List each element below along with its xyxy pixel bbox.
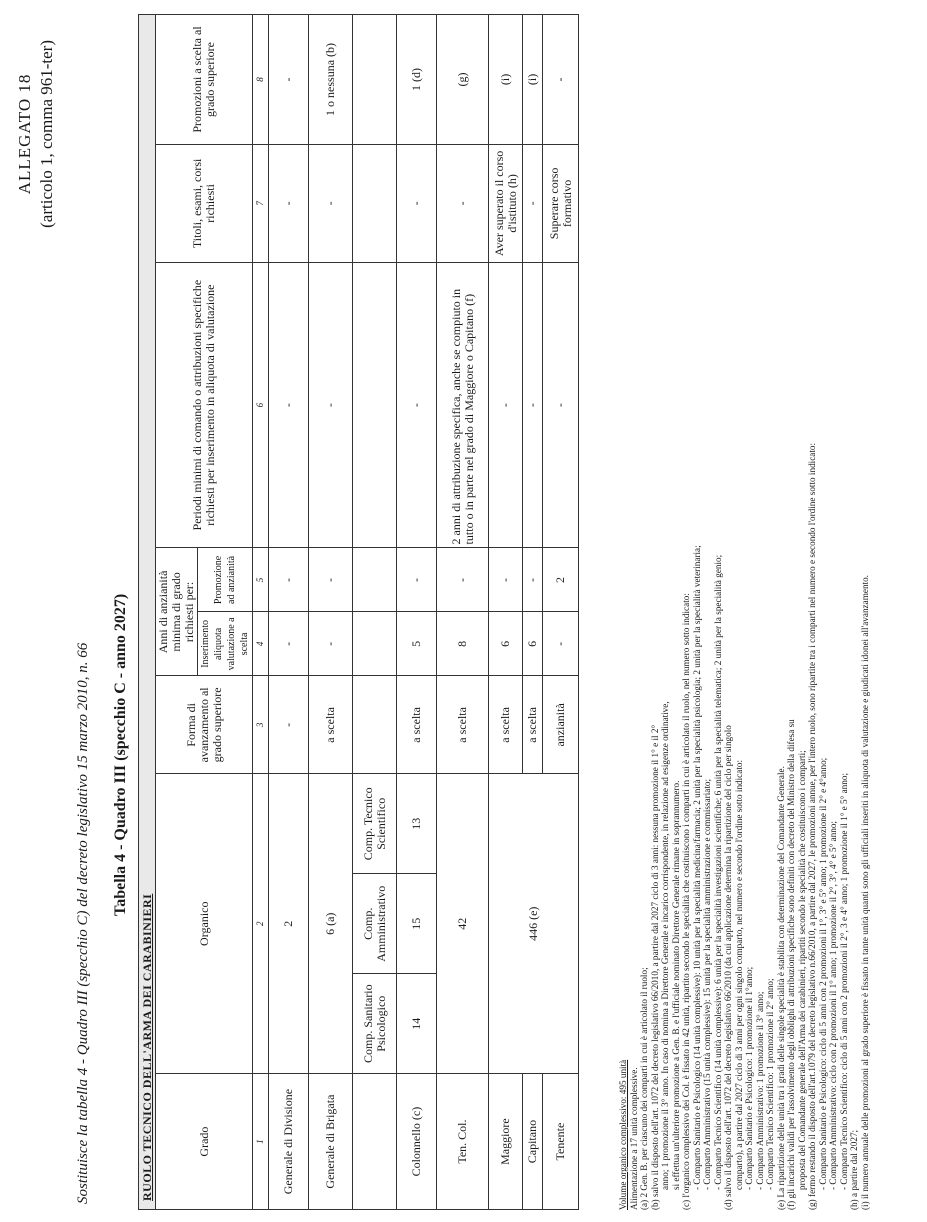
periodi-cell: - <box>543 262 579 548</box>
note-volume: Volume organico complessivo: 495 unità <box>618 1059 628 1210</box>
scelta-cell: (g) <box>437 15 489 145</box>
note-d-item: - Comparto Sanitario e Psicologico: 1 promozione il 1°anno; <box>744 966 754 1190</box>
organico-cell: 2 <box>269 774 309 1074</box>
header-titoli: Titoli, esami, corsi richiesti <box>156 144 253 262</box>
inserimento-cell: - <box>269 612 309 676</box>
inserimento-cell: 5 <box>397 612 437 676</box>
note-f-cont: proposta del Comandante generale dell'Arma dei carabinieri, ripartiti secondo le specialità che costituiscono i comparti; <box>796 750 807 1190</box>
grado-cell: Generale di Brigata <box>309 1074 353 1210</box>
header-inserimento: Inserimento aliquota valutazione a scelta <box>198 612 253 676</box>
inserimento-cell: - <box>309 612 353 676</box>
header-anni: Anni di anzianità minima di grado richiesti per: <box>156 548 198 676</box>
forma-cell: anzianità <box>543 676 579 774</box>
note-e: (e) La ripartizione delle unità tra i gradi delle singole specialità è stabilita con determinazione del Comandante Generale. <box>775 766 786 1210</box>
inserimento-cell: 6 <box>523 612 543 676</box>
table-row <box>397 15 437 1210</box>
periodi-cell: - <box>269 262 309 548</box>
note-g-item: - Comparto Amministrativo: ciclo con 2 promozioni il 1° anno; 1 promozione il 2°, 3°, 4° e 5° anno; <box>828 821 838 1190</box>
inserimento-cell: 6 <box>489 612 523 676</box>
forma-cell: a scelta <box>489 676 523 774</box>
grado-cell: Maggiore <box>489 1074 523 1210</box>
header-organico: Organico <box>156 774 253 1074</box>
periodi-cell: - <box>309 262 353 548</box>
periodi-cell: - <box>397 262 437 548</box>
forma-cell: a scelta <box>523 676 543 774</box>
comp-sanitario-header: Comp. Sanitario Psicologico <box>353 974 397 1074</box>
header-promozioni-scelta: Promozioni a scelta al grado superiore <box>156 15 253 145</box>
note-f: (f) gli incarichi validi per l'assolvimento degli obblighi di attribuzioni specifiche sono definiti con decreto del Ministro della difesa su <box>786 719 796 1210</box>
col-number-7: 7 <box>253 144 269 262</box>
note-c-item: - Comparto Tecnico Scientifico (14 unità complessive): 6 unità per la specialità investigazioni scientifiche; 6 unità per la specialità telematica; 2 unità per la specialità genio; <box>712 554 723 1190</box>
organico-cell: 6 (a) <box>309 774 353 1074</box>
periodi-cell: 2 anni di attribuzione specifica, anche se compiuto in tutto o in parte nel grado di Maggiore o Capitano (f) <box>437 262 489 548</box>
promozione-cell: - <box>397 548 437 612</box>
comp-tecnico-header: Comp. Tecnico Scientifico <box>353 774 397 874</box>
grado-cell: Generale di Divisione <box>269 1074 309 1210</box>
note-b-cont: anno; 1 promozione il 3° anno. In caso di nomina a Direttore Generale e incarico corrispondente, in relazione ad esigenze ordinative, <box>660 701 670 1190</box>
col-number-6: 6 <box>253 262 269 548</box>
titoli-cell: - <box>309 144 353 262</box>
scelta-cell: (i) <box>489 15 523 145</box>
note-a: (a) 2 Gen. B. per ciascuno dei comparti in cui è articolato il ruolo; <box>639 967 649 1210</box>
organico-sanitario-cell: 14 <box>397 974 437 1074</box>
promozione-cell: - <box>437 548 489 612</box>
titoli-cell: - <box>269 144 309 262</box>
note-d: (d) salvo il disposto dell'art. 1072 del decreto legislativo 66/2010 (da cui applicazione determina la ripartizione del ciclo per singolo <box>723 725 733 1210</box>
scelta-cell: - <box>543 15 579 145</box>
organico-tecnico-cell: 13 <box>397 774 437 874</box>
promozione-cell: - <box>489 548 523 612</box>
note-g-item: - Comparto Tecnico Scientifico: ciclo di 5 anni con 2 promozioni il 2°, 3 e 4° anno; 1 promozione il 1° e 5° anno; <box>838 772 849 1190</box>
table-banner: RUOLO TECNICO DELL'ARMA DEI CARABINIERI <box>139 15 156 1210</box>
titoli-cell: - <box>437 144 489 262</box>
note-d-item: - Comparto Amministrativo: 1 promozione il 3° anno; <box>754 991 765 1190</box>
allegato-header <box>14 40 58 228</box>
periodi-cell: - <box>523 262 543 548</box>
inserimento-cell: 8 <box>437 612 489 676</box>
scelta-cell: (i) <box>523 15 543 145</box>
col-number-5: 5 <box>253 548 269 612</box>
col-number-3: 3 <box>253 676 269 774</box>
table-title: Tabella 4 - Quadro III (specchio C - anno 2027) <box>112 593 129 916</box>
table-row <box>489 15 523 1210</box>
organico-cell: 42 <box>437 774 489 1074</box>
document-subtitle: Sostituisce la tabella 4 - Quadro III (specchio C) del decreto legislativo 15 marzo 2010, n. 66 <box>75 642 91 1204</box>
scelta-cell: - <box>269 15 309 145</box>
scelta-cell: 1 o nessuna (b) <box>309 15 353 145</box>
col-number-1: 1 <box>253 1074 269 1210</box>
grado-cell: Capitano <box>523 1074 543 1210</box>
footnotes <box>618 10 870 1210</box>
table-row <box>269 15 309 1210</box>
grado-cell: Tenente <box>543 1074 579 1210</box>
note-i: (i) il numero annuale delle promozioni al grado superiore è fissato in tante unità quanti sono gli ufficiali inseriti in aliquota di valutazione e giudicati idonei all'avanzamento. <box>859 575 870 1210</box>
periodi-cell: - <box>489 262 523 548</box>
organico-amministrativo-cell: 15 <box>397 874 437 974</box>
header-grado: Grado <box>156 1074 253 1210</box>
promotion-table <box>138 14 579 1210</box>
grado-cell: Ten. Col. <box>437 1074 489 1210</box>
promozione-cell: 2 <box>543 548 579 612</box>
note-h: (h) a partire dal 2027; <box>849 1129 859 1210</box>
col-number-4: 4 <box>253 612 269 676</box>
allegato-reference: (articolo 1, comma 961-ter) <box>37 40 56 228</box>
forma-cell: a scelta <box>437 676 489 774</box>
allegato-number: ALLEGATO 18 <box>15 73 34 195</box>
grado-cell: Colonnello (c) <box>397 1074 437 1210</box>
note-b: (b) salvo il disposto dell'art. 1072 del decreto legislativo 66/2010, a partire dal 2027 ciclo di 3 anni: nessuna promozione il 1° e il 2° <box>649 724 660 1210</box>
note-d-item: - Comparto Tecnico Scientifico: 1 promozione il 2° anno; <box>765 978 775 1190</box>
titoli-cell: Superare corso formativo <box>543 144 579 262</box>
col-number-2: 2 <box>253 774 269 1074</box>
note-c-item: - Comparto Sanitario e Psicologico (14 unità complessive): 10 unità per la specialità medicina/farmacia; 2 unità per la specialità psicologia; 2 unità per la specialità veterinaria; <box>691 545 702 1190</box>
table-row <box>437 15 489 1210</box>
scelta-cell: 1 (d) <box>397 15 437 145</box>
titoli-cell: - <box>523 144 543 262</box>
note-g: (g) fermo restando il disposto dell'art.1079 del decreto legislativo n.66/2010, a partire dal 2027, le promozioni annue, per l'intero ruolo, sono ripartite tra i comparti nel numero e secondo l'ordine sotto indicato: <box>807 442 817 1210</box>
organico-cell: 446 (e) <box>489 774 579 1074</box>
header-promozione-anzianita: Promozione ad anzianità <box>198 548 253 612</box>
header-periodi: Periodi minimi di comando o attribuzioni specifiche richiesti per inserimento in aliquota di valutazione <box>156 262 253 548</box>
note-g-item: - Comparto Sanitario e Psicologico: ciclo di 5 anni con 2 promozioni il 1°, 3° e 5° anno; 1 promozione il 2° e 4°anno; <box>817 757 828 1190</box>
note-alimentazione: Alimentazione a 17 unità complessive. <box>628 1067 639 1210</box>
titoli-cell: - <box>397 144 437 262</box>
forma-cell: - <box>269 676 309 774</box>
note-c: (c) l'organico complessivo dei Col. è fissato in 42 unità, ripartito secondo le specialità che costituiscono i comparti in cui è articolato il ruolo, nel numero sotto indicato: <box>681 593 691 1210</box>
inserimento-cell: - <box>543 612 579 676</box>
promozione-cell: - <box>309 548 353 612</box>
col-number-8: 8 <box>253 15 269 145</box>
header-forma: Forma di avanzamento al grado superiore <box>156 676 253 774</box>
comp-amministrativo-header: Comp. Amministrativo <box>353 874 397 974</box>
promozione-cell: - <box>269 548 309 612</box>
promozione-cell: - <box>523 548 543 612</box>
forma-cell: a scelta <box>397 676 437 774</box>
table-row <box>309 15 353 1210</box>
note-d-cont: comparto), a partire dal 2027 ciclo di 3 anni per ogni singolo comparto, nel numero e secondo l'ordine sotto indicato: <box>733 759 744 1190</box>
titoli-cell: Aver superato il corso d'istituto (h) <box>489 144 523 262</box>
forma-cell: a scelta <box>309 676 353 774</box>
note-c-item: - Comparto Amministrativo (15 unità complessive): 15 unità per la specialità amministrazione e commissariato; <box>702 778 712 1190</box>
note-b-cont: si effettua un'ulteriore promozione a Gen. B. e l'ufficiale nominato Direttore Generale rimane in soprannumero. <box>670 780 681 1190</box>
